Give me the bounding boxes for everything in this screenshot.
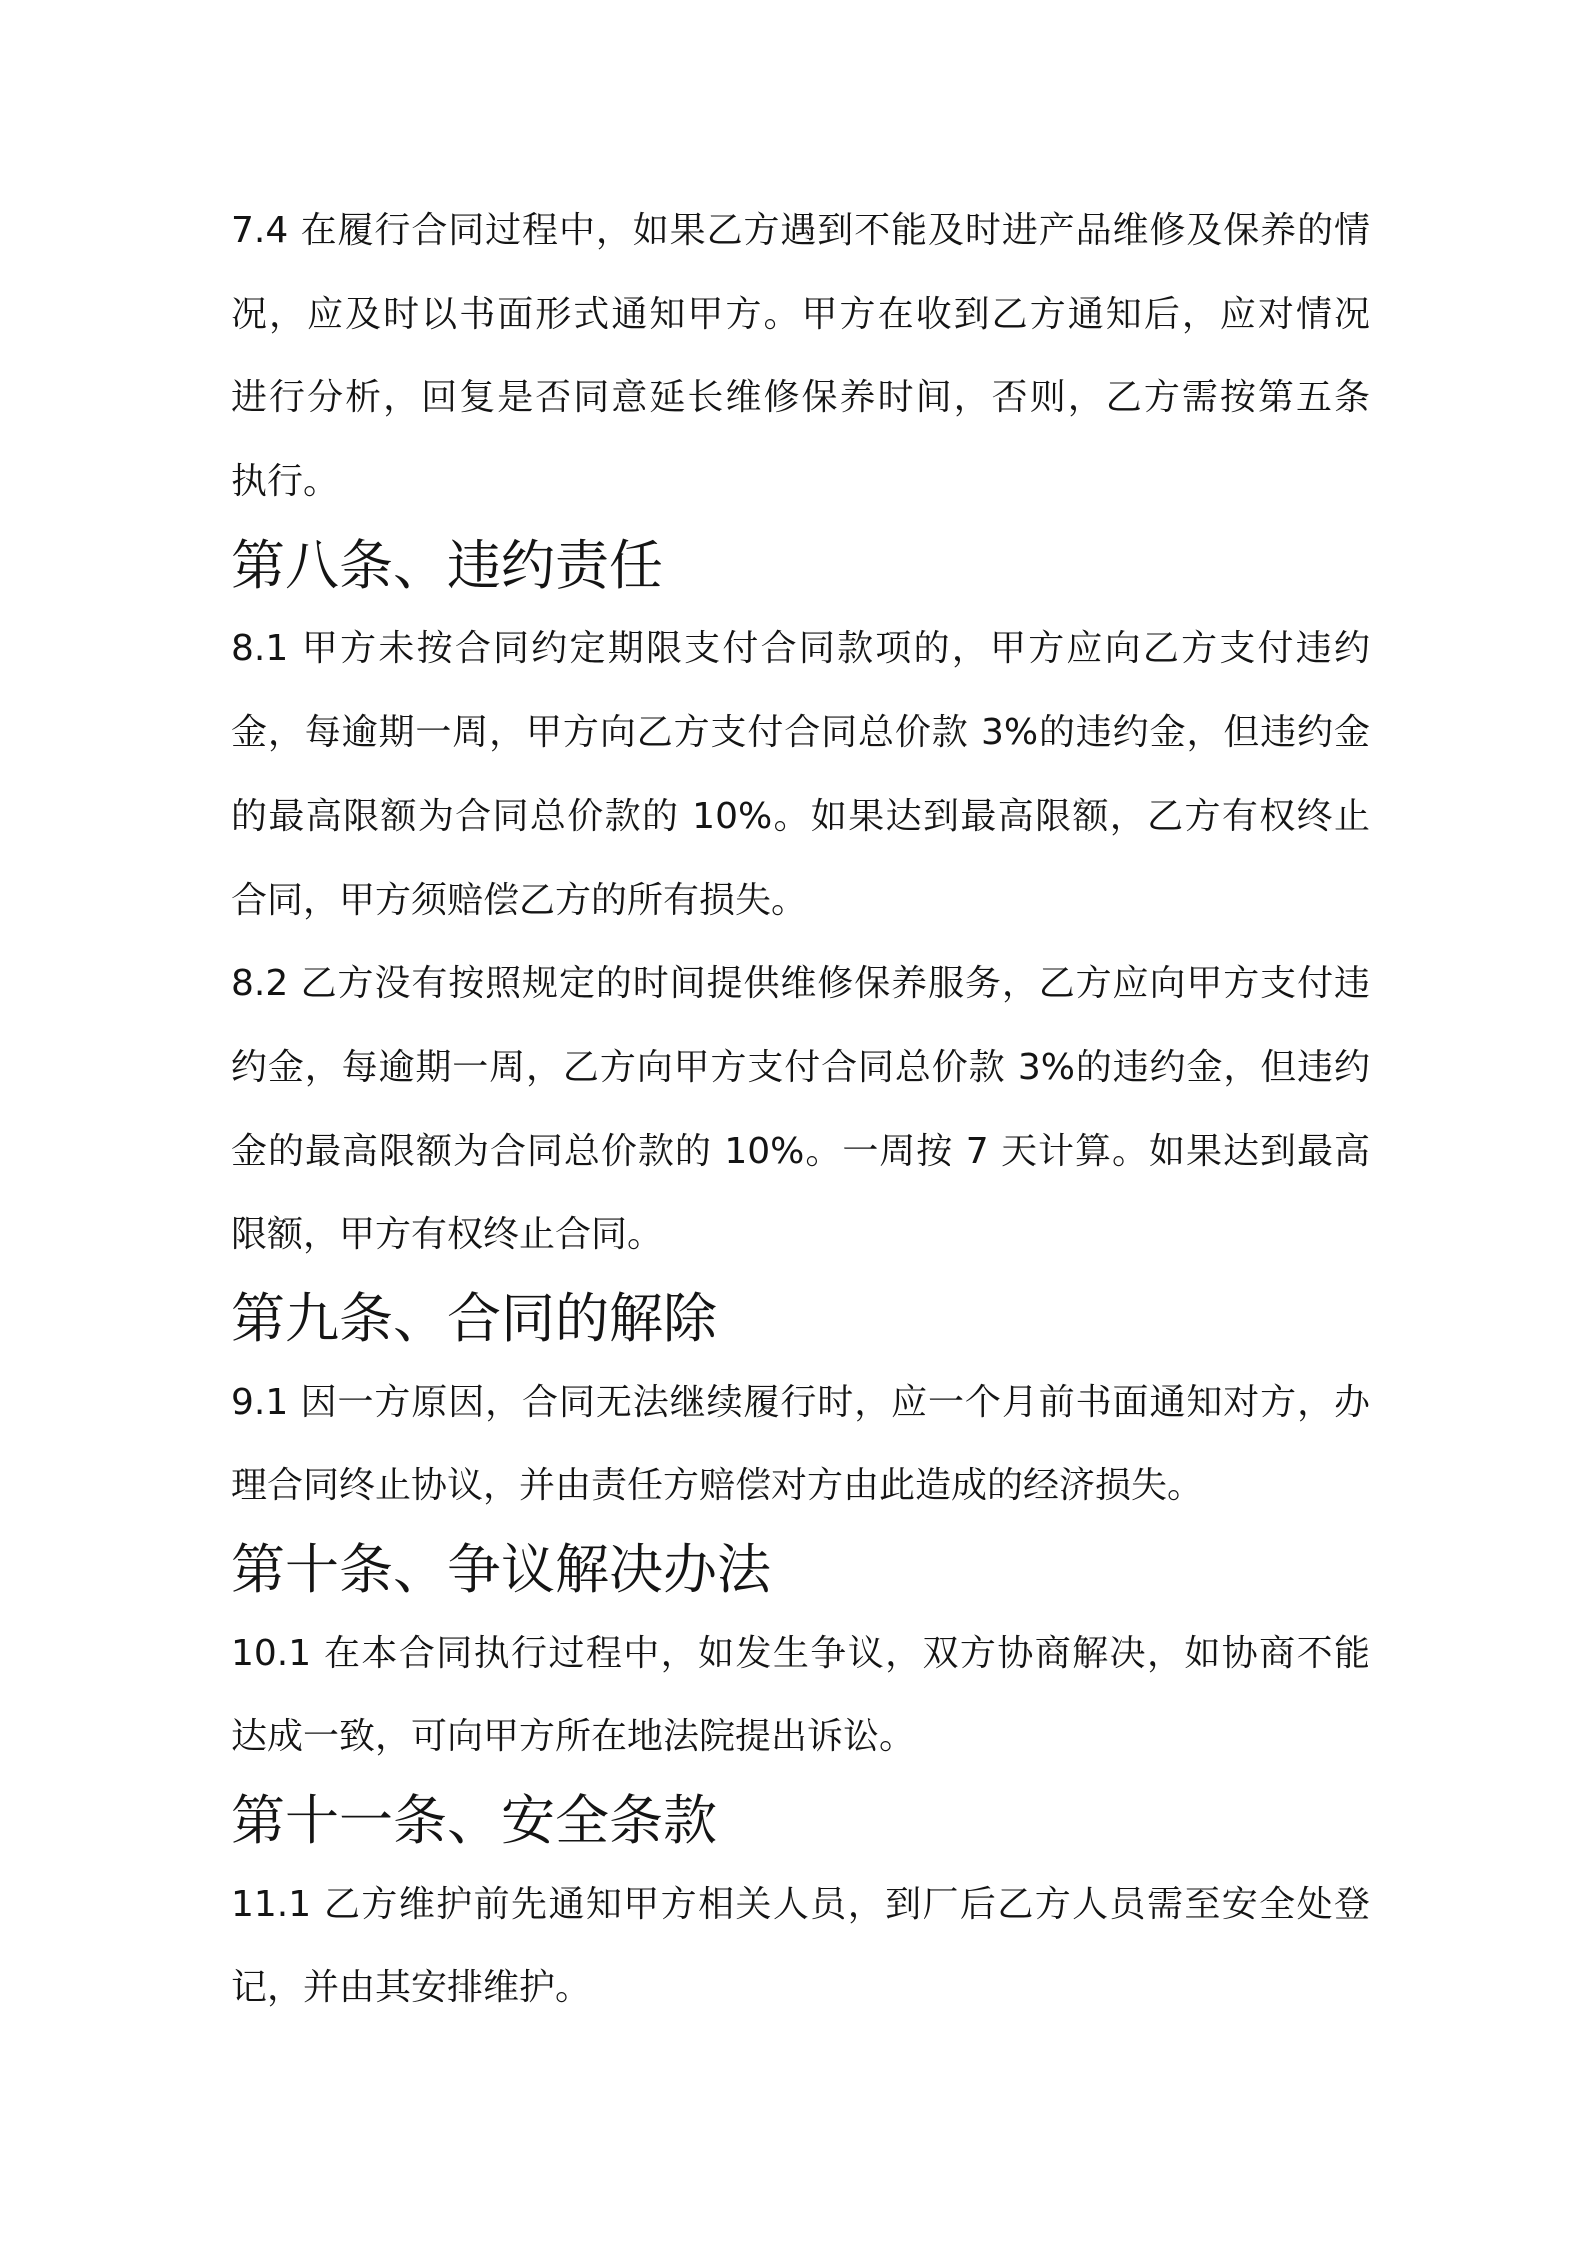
article-heading-9: 第九条、合同的解除 xyxy=(231,1286,717,1350)
clause-8-2 xyxy=(231,942,1370,1277)
article-heading-8: 第八条、违约责任 xyxy=(231,533,663,597)
clause-line: 达成一致，可向甲方所在地法院提出诉讼。 xyxy=(231,1716,916,1758)
clause-line: 8.1 甲方未按合同约定期限支付合同款项的，甲方应向乙方支付违约 xyxy=(231,628,1370,670)
clause-line: 进行分析，回复是否同意延长维修保养时间，否则，乙方需按第五条 xyxy=(231,377,1370,419)
clause-line: 的最高限额为合同总价款的 10%。如果达到最高限额，乙方有权终止 xyxy=(231,795,1370,837)
clause-line: 合同，甲方须赔偿乙方的所有损失。 xyxy=(231,879,808,921)
document-body xyxy=(231,189,1370,2030)
clause-8-1 xyxy=(231,607,1370,942)
clause-7-4 xyxy=(231,189,1370,524)
clause-line: 记，并由其安排维护。 xyxy=(231,1967,592,2009)
clause-11-1 xyxy=(231,1863,1370,2030)
clause-line: 10.1 在本合同执行过程中，如发生争议，双方协商解决，如协商不能 xyxy=(231,1632,1370,1674)
clause-line: 9.1 因一方原因，合同无法继续履行时，应一个月前书面通知对方，办 xyxy=(231,1381,1370,1423)
clause-line: 限额，甲方有权终止合同。 xyxy=(231,1214,664,1256)
clause-10-1 xyxy=(231,1612,1370,1779)
clause-line: 7.4 在履行合同过程中，如果乙方遇到不能及时进产品维修及保养的情 xyxy=(231,210,1370,251)
clause-line: 金的最高限额为合同总价款的 10%。一周按 7 天计算。如果达到最高 xyxy=(231,1130,1370,1172)
clause-line: 11.1 乙方维护前先通知甲方相关人员，到厂后乙方人员需至安全处登 xyxy=(231,1883,1370,1925)
article-heading-10: 第十条、争议解决办法 xyxy=(231,1538,771,1601)
article-heading-11: 第十一条、安全条款 xyxy=(231,1789,717,1853)
clause-line: 况，应及时以书面形式通知甲方。甲方在收到乙方通知后，应对情况 xyxy=(231,293,1370,335)
clause-line: 金，每逾期一周，甲方向乙方支付合同总价款 3%的违约金，但违约金 xyxy=(231,712,1370,754)
clause-9-1 xyxy=(231,1361,1370,1528)
clause-line: 理合同终止协议，并由责任方赔偿对方由此造成的经济损失。 xyxy=(231,1465,1204,1507)
clause-line: 执行。 xyxy=(231,461,340,503)
clause-line: 约金，每逾期一周，乙方向甲方支付合同总价款 3%的违约金，但违约 xyxy=(231,1046,1370,1088)
clause-line: 8.2 乙方没有按照规定的时间提供维修保养服务，乙方应向甲方支付违 xyxy=(231,963,1370,1005)
